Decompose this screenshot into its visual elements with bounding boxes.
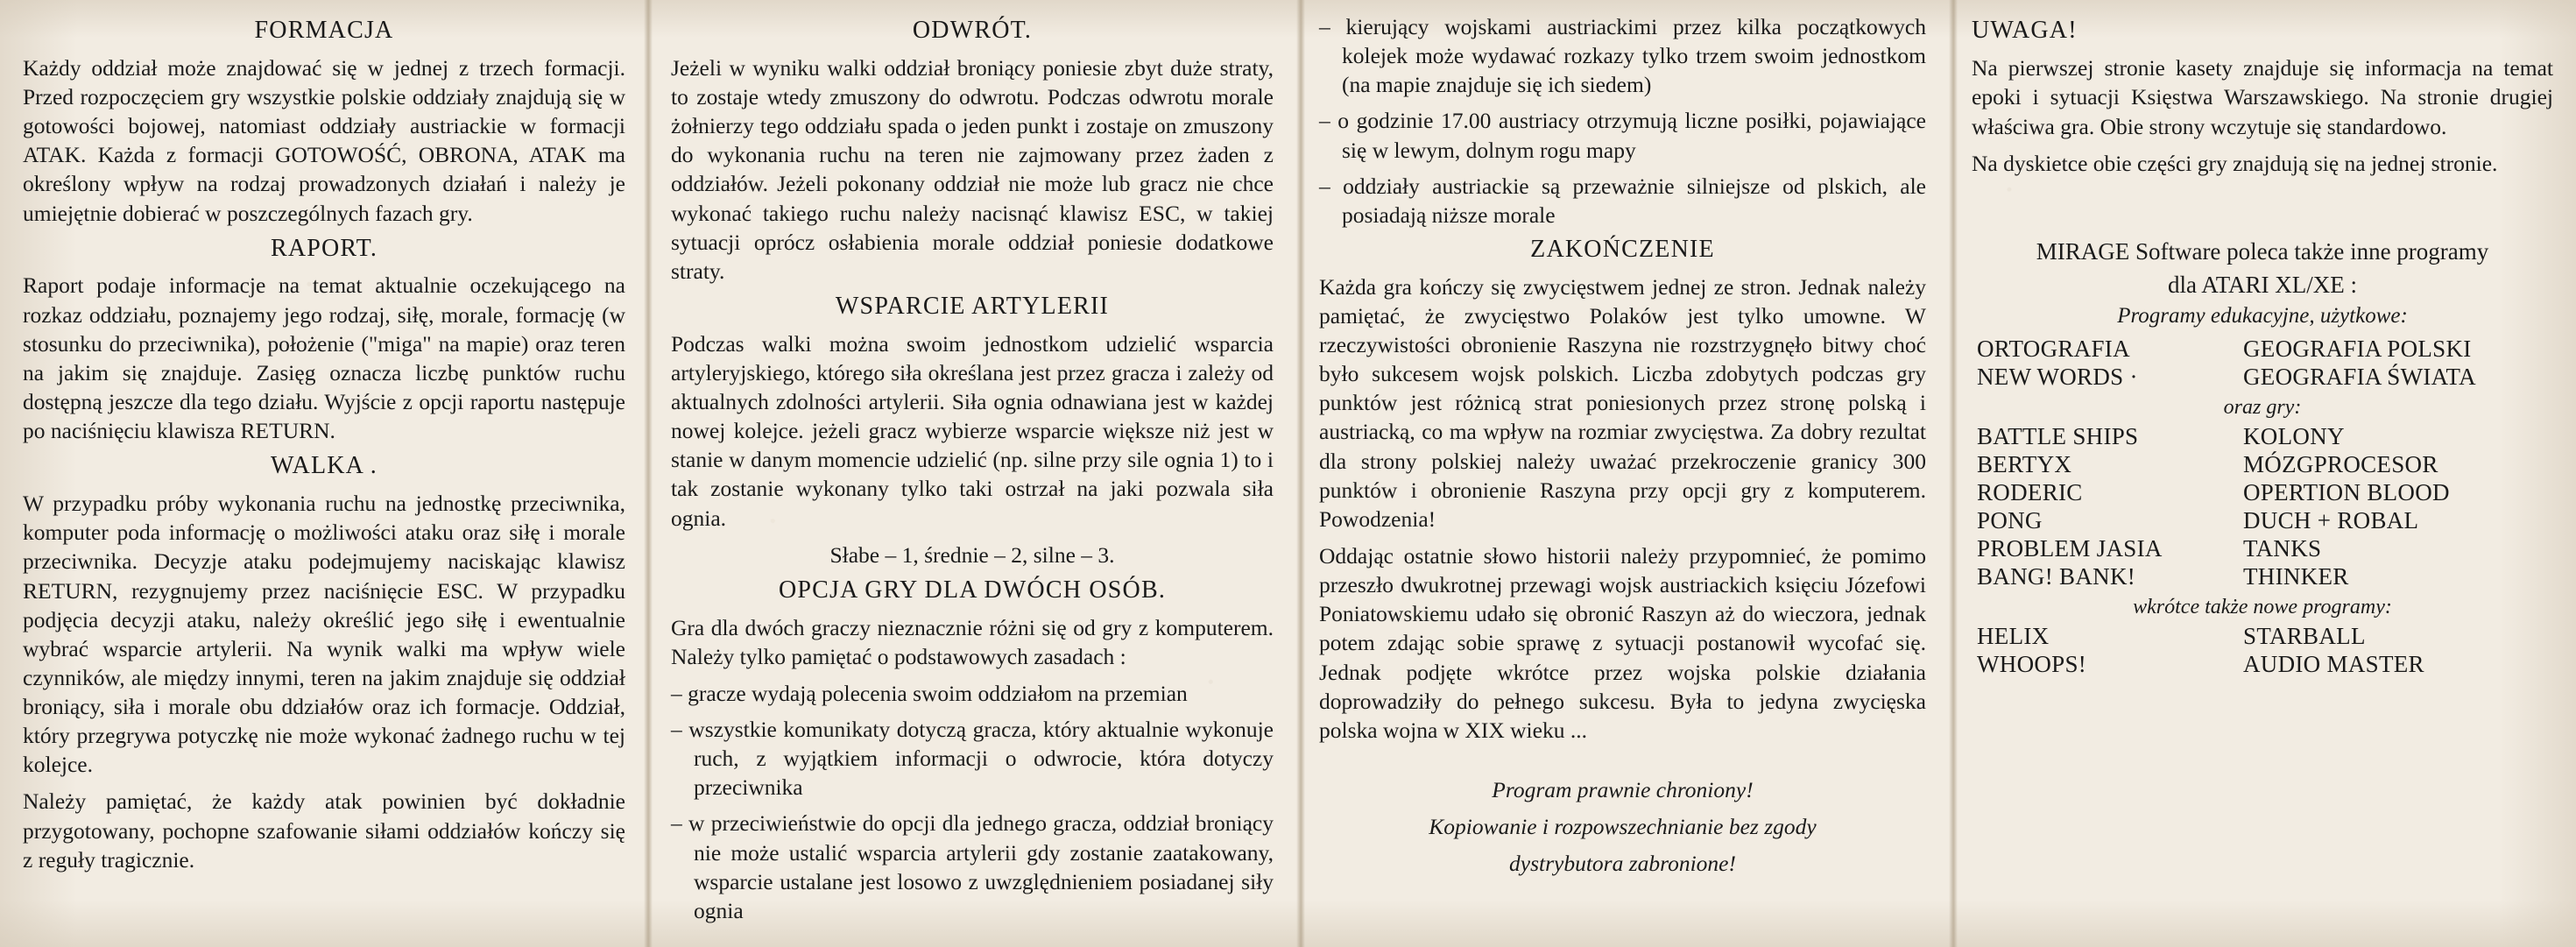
program-title: PROBLEM JASIA	[1977, 534, 2163, 562]
section-heading-opcja-gry-dla-dwoch-osob: OPCJA GRY DLA DWÓCH OSÓB.	[778, 576, 1167, 604]
paragraph-walka-1: W przypadku próby wykonania ruchu na jednostkę przeciwnika, komputer poda informację o możliwości ataku oraz siłę i morale przeciwnika. Decyzje ataku podejmujemy naciskając klawisz RETURN, rezygnujemy przez naciśnięcie ESC. W przypadku podjęcia decyzji ataku, należy określić jego siłę i ewentualnie wybrać wsparcie artylerii. Na wynik walki ma wpływ wiele czynników, ale między innymi, teren na jakim znajduje się oddział broniący, siła i morale obu ddziałów oraz ich formacje. Oddział, który przegrywa potyczkę nie może wykonać żadnego ruchu w tej kolejce.	[23, 491, 625, 778]
list-item: – o godzinie 17.00 austriacy otrzymują liczne posiłki, pojawiające się w lewym, dolnym rogu mapy	[1319, 108, 1926, 163]
program-title: NEW WORDS ·	[1977, 363, 2138, 390]
promo-headline-1: MIRAGE Software poleca także inne programy	[2036, 238, 2489, 265]
paragraph-uwaga-2: Na dyskietce obie części gry znajdują się na jednej stronie.	[1972, 150, 2498, 176]
program-title: TANKS	[2243, 534, 2322, 562]
paragraph-formacja: Każdy oddział może znajdować się w jednej z trzech formacji. Przed rozpoczęciem gry wszystkie polskie oddziały znajdują się w gotowości bojowej, natomiast oddziały austriackie w formacji ATAK. Każda z formacji GOTOWOŚĆ, OBRONA, ATAK ma określony wpływ na rodzaj prowadzonych działań i należy je umiejętnie dobierać w poszczególnych fazach gry.	[23, 54, 625, 226]
program-title: RODERIC	[1977, 478, 2083, 505]
section-heading-uwaga: UWAGA!	[1972, 17, 2078, 44]
program-list-educational	[1972, 336, 2553, 391]
promo-category-upcoming: wkrótce także nowe programy:	[2133, 595, 2392, 618]
paragraph-two-player-intro: Gra dla dwóch graczy nieznacznie różni się od gry z komputerem. Należy tylko pamiętać o podstawowych zasadach :	[671, 614, 1274, 669]
program-title: BATTLE SHIPS	[1977, 422, 2139, 449]
program-title: AUDIO MASTER	[2243, 650, 2424, 677]
text-column-2	[648, 0, 1296, 947]
paragraph-raport: Raport podaje informacje na temat aktualnie oczekującego na rozkaz oddziału, poznajemy jego rodzaj, siłę, morale, formację (w stosunku do przeciwnika), położenie ("miga" na mapie) oraz teren na jakim się znajduje. Zasięg oznacza liczbę punktów ruchu dostępną jeszcze dla tego działu. Wyjście z opcji raportu następuje po naciśnięciu klawisza RETURN.	[23, 272, 625, 444]
spacer	[1972, 185, 2553, 237]
section-heading-odwrot: ODWRÓT.	[912, 17, 1033, 44]
section-heading-wsparcie-artylerii: WSPARCIE ARTYLERII	[835, 292, 1110, 320]
program-list-upcoming	[1972, 623, 2553, 678]
program-title: GEOGRAFIA ŚWIATA	[2243, 363, 2476, 390]
copyright-notice	[1319, 775, 1926, 878]
section-heading-zakonczenie: ZAKOŃCZENIE	[1530, 235, 1715, 263]
program-title: STARBALL	[2243, 622, 2366, 649]
text-column-1	[0, 0, 648, 947]
program-title: BERTYX	[1977, 450, 2072, 477]
program-title: KOLONY	[2243, 422, 2345, 449]
two-player-rules-list	[671, 679, 1274, 925]
program-title: HELIX	[1977, 622, 2050, 649]
text-column-3	[1296, 0, 1949, 947]
promo-category-games: oraz gry:	[2223, 395, 2302, 419]
promo-category-educational: Programy edukacyjne, użytkowe:	[2117, 303, 2408, 328]
artillery-strength-values: Słabe – 1, średnie – 2, silne – 3.	[829, 541, 1115, 568]
section-heading-formacja: FORMACJA	[254, 17, 394, 44]
program-title: THINKER	[2243, 562, 2349, 590]
program-list-games	[1972, 423, 2553, 590]
copyright-line-1: Program prawnie chroniony!	[1492, 777, 1754, 803]
program-title: WHOOPS!	[1977, 650, 2087, 677]
list-item: – wszystkie komunikaty dotyczą gracza, który aktualnie wykonuje ruch, z wyjątkiem informacji o odwrocie, która dotyczy przeciwnika	[671, 717, 1274, 801]
promo-block	[1972, 237, 2553, 678]
list-item: – w przeciwieństwie do opcji dla jednego gracza, oddział broniący nie może ustalić wsparcia artylerii gdy zostanie zaatakowany, wsparcie ustalane jest losowo z uwzględnieniem posiadanej siły ognia	[671, 810, 1274, 923]
program-title: GEOGRAFIA POLSKI	[2243, 335, 2472, 362]
list-item: – kierujący wojskami austriackimi przez kilka początkowych kolejek może wydawać rozkazy tylko trzem swoim jednostkom (na mapie znajduje się ich siedem)	[1319, 14, 1926, 98]
paragraph-walka-2: Należy pamiętać, że każdy atak powinien być dokładnie przygotowany, pochopne szafowanie siłami oddziałów kończy się z reguły tragicznie.	[23, 788, 625, 873]
program-title: PONG	[1977, 506, 2043, 534]
paragraph-uwaga-1: Na pierwszej stronie kasety znajduje się informacja na temat epoki i sytuacji Księstwa Warszawskiego. Na stronie drugiej właściwa gra. Obie strony wczytuje się standardowo.	[1972, 54, 2553, 140]
list-item: – gracze wydają polecenia swoim oddziałom na przemian	[671, 680, 1188, 706]
paragraph-zakonczenie-1: Każda gra kończy się zwycięstwem jednej ze stron. Jednak należy pamiętać, że zwycięstwo Polaków jest tylko umowne. W rzeczywistości obronienie Raszyna nie rozstrzygnęło bitwy choć było sukcesem wojsk polskich. Liczba zdobytych podczas gry punktów jest różnicą strat poniesionych przez stronę polską i austriacką, co ma wpływ na rozmiar zwycięstwa. Za dobry rezultat dla strony polskiej należy uważać przekroczenie granicy 300 punktów i obronienie Raszyna przy opcji gry z komputerem. Powodzenia!	[1319, 273, 1926, 532]
program-title: MÓZGPROCESOR	[2243, 450, 2438, 477]
paragraph-wsparcie-artylerii: Podczas walki można swoim jednostkom udzielić wsparcia artyleryjskiego, którego siła określana jest przez gracza i zależy od aktualnych zdolności artylerii. Siła ognia odnawiana jest w każdej nowej kolejce. jeżeli gracz wybierze wsparcie większe niż jest w stanie w danym momencie udzielić (np. silne przy sile ognia 1) to i tak zostanie wykonany tylko taki ostrzał na jaki pozwala siła ognia.	[671, 330, 1274, 531]
spacer	[1319, 753, 1926, 775]
paragraph-zakonczenie-2: Oddając ostatnie słowo historii należy przypomnieć, że pomimo przeszło dwukrotnej przewagi wojsk austriackich księciu Józefowi Poniatowskiemu udało się obronić Raszyn aż do wieczora, jednak potem zdając sobie sprawę z sytuacji postanowił wycofać się. Jednak podjęte wkrótce przez wojska polskie działania doprowadziły do pełnego sukcesu. Była to jedyna zwycięska polska wojna w XIX wieku ...	[1319, 543, 1926, 743]
promo-headline-2: dla ATARI XL/XE :	[2167, 272, 2358, 299]
copyright-line-2: Kopiowanie i rozpowszechnianie bez zgody	[1429, 814, 1817, 840]
two-player-rules-list-continued	[1319, 12, 1926, 230]
list-item: – oddziały austriackie są przeważnie silniejsze od plskich, ale posiadają niższe morale	[1319, 173, 1926, 228]
program-title: OPERTION BLOOD	[2243, 478, 2450, 505]
program-title: DUCH + ROBAL	[2243, 506, 2419, 534]
program-title: ORTOGRAFIA	[1977, 335, 2130, 362]
copyright-line-3: dystrybutora zabronione!	[1509, 851, 1736, 877]
paragraph-odwrot: Jeżeli w wyniku walki oddział broniący poniesie zbyt duże straty, to zostaje wtedy zmuszony do odwrotu. Podczas odwrotu morale żołnierzy tego oddziału spada o jeden punkt i zostaje on zmuszony do wykonania ruchu na teren nie zajmowany przez żaden z oddziałów. Jeżeli pokonany oddział nie może lub gracz nie chce wykonać takiego ruchu należy nacisnąć klawisz ESC, w takiej sytuacji oprócz osłabienia morale oddział poniesie dodatkowe straty.	[671, 54, 1274, 284]
text-column-4	[1949, 0, 2576, 947]
section-heading-walka: WALKA .	[271, 452, 378, 480]
uwaga-body	[1972, 53, 2553, 179]
section-heading-raport: RAPORT.	[270, 234, 378, 262]
program-title: BANG! BANK!	[1977, 562, 2136, 590]
